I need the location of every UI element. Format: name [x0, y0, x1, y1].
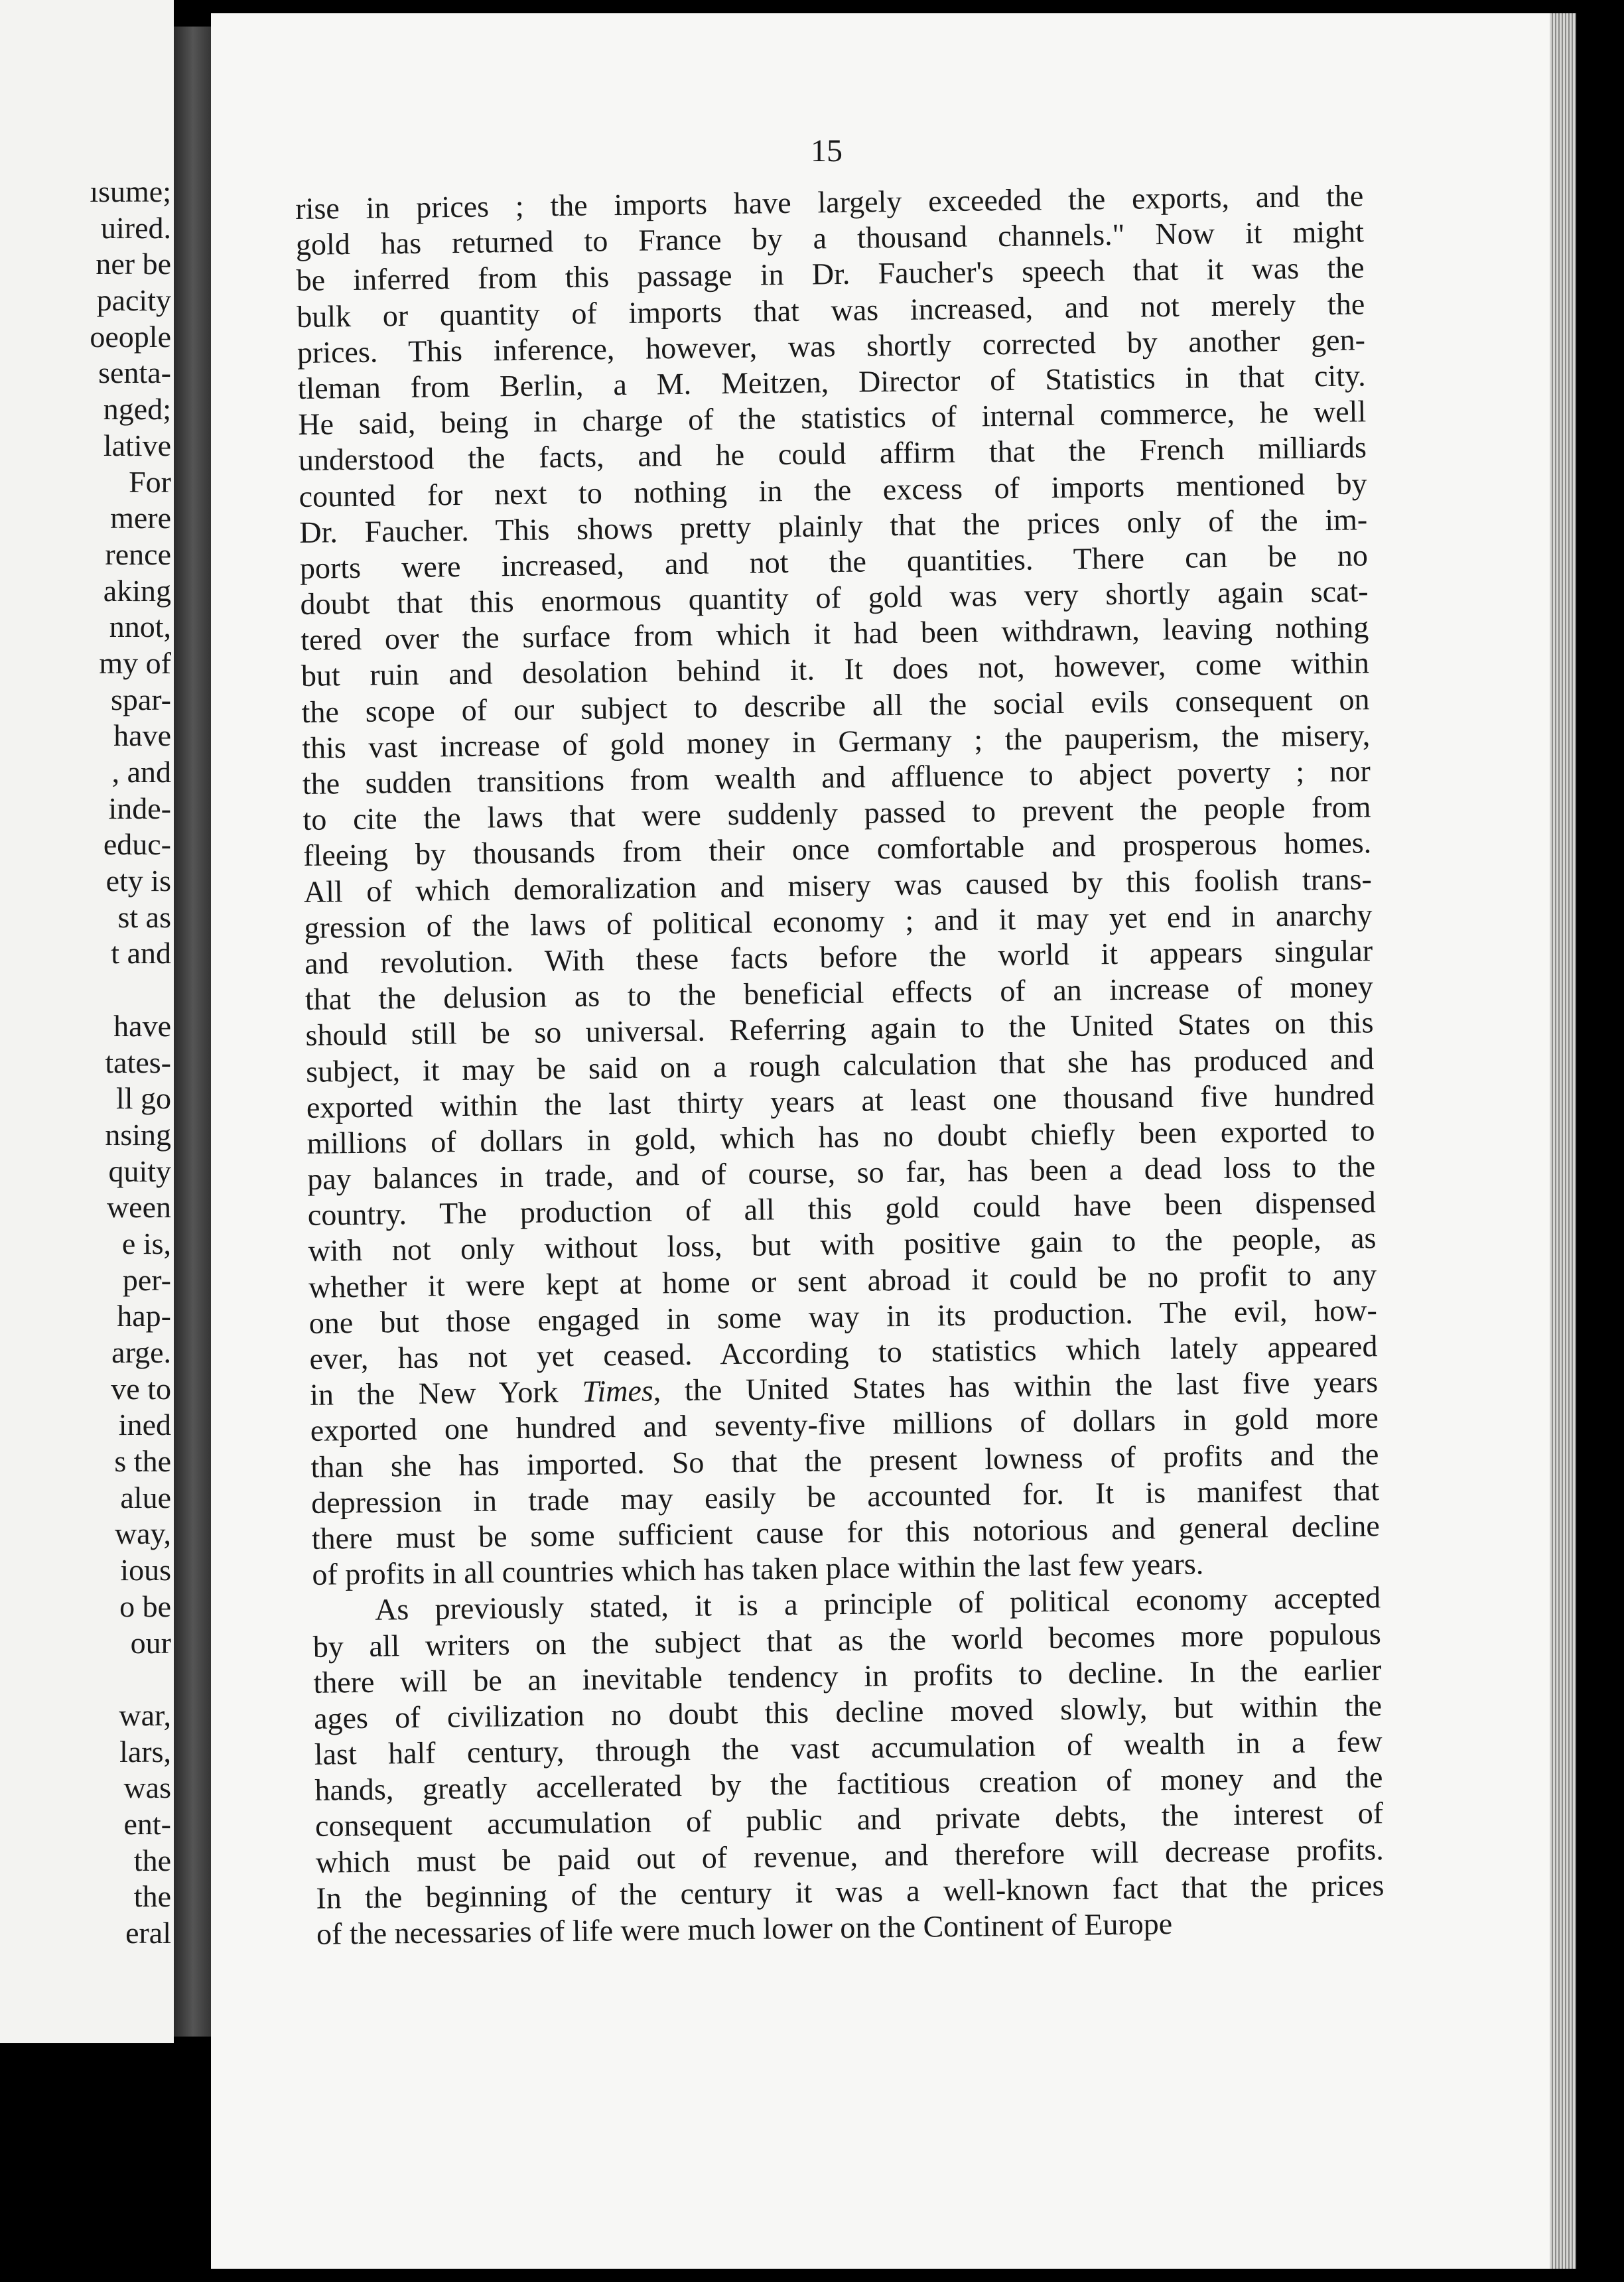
- text-line: should still be so universal. Referring again to the United States on this: [305, 1005, 1374, 1053]
- facing-page-line: ll go: [115, 1081, 171, 1116]
- facing-page-line: nged;: [103, 392, 171, 427]
- text-line: of profits in all countries which has taken place within the last few years.: [312, 1546, 1204, 1591]
- facing-page-line: ner be: [96, 247, 171, 281]
- text-line: ages of civilization no doubt this decline moved slowly, but within the: [313, 1688, 1383, 1735]
- facing-page-line: was: [123, 1771, 171, 1805]
- page-edges: [1550, 13, 1576, 2269]
- facing-page-line: have: [113, 1008, 171, 1043]
- facing-page-line: hap-: [117, 1299, 171, 1333]
- text-line: counted for next to nothing in the excess of imports mentioned by: [299, 466, 1367, 513]
- text-line: last half century, through the vast accumulation of wealth in a few: [314, 1724, 1383, 1771]
- text-line: there must be some sufficient cause for this notorious and general decline: [311, 1509, 1381, 1556]
- facing-page-line: s the: [114, 1444, 171, 1479]
- facing-page: [0, 0, 174, 2043]
- text-line: exported one hundred and seventy-five millions of dollars in gold more: [310, 1400, 1379, 1448]
- facing-page-line: lative: [103, 428, 171, 462]
- text-line: be inferred from this passage in Dr. Faucher's speech that it was the: [296, 250, 1365, 298]
- facing-page-line: ve to: [111, 1371, 171, 1406]
- text-line: Dr. Faucher. This shows pretty plainly that the prices only of the im-: [299, 502, 1368, 549]
- text-line: of the necessaries of life were much lower on the Continent of Europe: [316, 1907, 1173, 1951]
- text-line: gression of the laws of political economy ; and it may yet end in anarchy: [304, 897, 1373, 945]
- facing-page-line: ısume;: [90, 174, 171, 208]
- newspaper-title: Times: [582, 1373, 654, 1409]
- text-line: this vast increase of gold money in Germany ; the pauperism, the misery,: [301, 718, 1371, 765]
- text-line: millions of dollars in gold, which has no doubt chiefly been exported to: [306, 1113, 1375, 1160]
- text-line: depression in trade may easily be accounted for. It is manifest that: [310, 1472, 1380, 1520]
- facing-page-line: ined: [118, 1408, 171, 1442]
- text-line: but ruin and desolation behind it. It does not, however, come within: [301, 645, 1370, 693]
- facing-page-line: rence: [105, 537, 171, 571]
- facing-page-line: educ-: [103, 827, 171, 862]
- text-line: which must be paid out of revenue, and therefore will decrease profits.: [315, 1832, 1384, 1879]
- text-line: with not only without loss, but with positive gain to the people, as: [308, 1221, 1377, 1268]
- facing-page-line: ween: [106, 1190, 171, 1225]
- paragraph: [312, 1579, 1385, 1952]
- text-line: consequent accumulation of public and private debts, the interest of: [314, 1796, 1384, 1844]
- facing-page-line: alue: [120, 1480, 171, 1514]
- facing-page-line: e is,: [121, 1226, 171, 1260]
- facing-page-line: , and: [111, 755, 171, 789]
- text-line: As previously stated, it is a principle of political economy accepted: [374, 1580, 1381, 1627]
- facing-page-line: lars,: [119, 1734, 171, 1769]
- facing-page-text: [0, 174, 171, 1952]
- facing-page-line: inde-: [108, 791, 171, 825]
- text-line: fleeing by thousands from their once comfortable and prosperous homes.: [303, 825, 1372, 873]
- text-line: All of which demoralization and misery was caused by this foolish trans-: [303, 861, 1373, 909]
- paragraph: [295, 178, 1378, 1377]
- facing-page-line: mere: [110, 501, 171, 535]
- facing-page-line: arge.: [111, 1335, 171, 1369]
- text-line: ever, has not yet ceased. According to statistics which lately appeared: [309, 1329, 1378, 1376]
- text-line: that the delusion as to the beneficial effects of an increase of money: [304, 969, 1374, 1017]
- facing-page-line: ent-: [123, 1806, 171, 1841]
- text-line: country. The production of all this gold could have been dispensed: [307, 1185, 1377, 1233]
- text-line: to cite the laws that were suddenly passed to prevent the people from: [303, 789, 1371, 837]
- facing-page-line: t and: [111, 936, 171, 971]
- text-line: and revolution. With these facts before the world it appears singular: [304, 933, 1373, 980]
- text-line: than she has imported. So that the present lowness of profits and the: [310, 1436, 1379, 1484]
- facing-page-line: oeople: [90, 319, 171, 354]
- facing-page-line: tates-: [105, 1045, 171, 1079]
- text-line: hands, greatly accellerated by the factitious creation of money and the: [314, 1760, 1383, 1808]
- facing-page-line: have: [113, 718, 171, 753]
- paragraph: [310, 1400, 1381, 1593]
- facing-page-line: nnot,: [109, 610, 171, 644]
- text-line: gold has returned to France by a thousand channels." Now it might: [295, 214, 1365, 262]
- facing-page-line: war,: [119, 1698, 171, 1732]
- text-line: ports were increased, and not the quantities. There can be no: [299, 538, 1369, 585]
- facing-page-line: aking: [103, 573, 171, 608]
- facing-page-line: spar-: [110, 682, 171, 716]
- text-line: subject, it may be said on a rough calculation that she has produced and: [305, 1041, 1375, 1089]
- body-text: [295, 178, 1385, 1952]
- text-line: doubt that this enormous quantity of gold was very shortly again scat-: [300, 574, 1369, 622]
- page-number: 15: [811, 133, 843, 168]
- text-line: tleman from Berlin, a M. Meitzen, Director of Statistics in that city.: [297, 358, 1366, 405]
- facing-page-line: o be: [119, 1589, 171, 1623]
- text-line: whether it were kept at home or sent abroad it could be no profit to any: [308, 1256, 1377, 1304]
- text-line: In the beginning of the century it was a well-known fact that the prices: [316, 1867, 1385, 1915]
- text-line: understood the facts, and he could affirm that the French milliards: [298, 430, 1367, 478]
- text-line: pay balances in trade, and of course, so far, has been a dead loss to the: [306, 1149, 1376, 1196]
- text-line: exported within the last thirty years at least one thousand five hundred: [306, 1077, 1375, 1124]
- facing-page-line: st as: [117, 900, 171, 934]
- text-line: bulk or quantity of imports that was increased, and not merely the: [296, 286, 1365, 334]
- facing-page-line: way,: [114, 1516, 171, 1551]
- text-line: one but those engaged in some way in its production. The evil, how-: [308, 1293, 1378, 1340]
- facing-page-line: [0, 972, 171, 1008]
- text-line: the scope of our subject to describe all the social evils consequent on: [301, 681, 1370, 729]
- facing-page-line: the: [133, 1879, 171, 1914]
- text-line: by all writers on the subject that as the world becomes more populous: [312, 1616, 1381, 1664]
- facing-page-line: [0, 1661, 171, 1698]
- facing-page-line: uired.: [100, 210, 171, 245]
- facing-page-line: per-: [122, 1262, 171, 1297]
- text-line: the sudden transitions from wealth and affluence to abject poverty ; nor: [302, 754, 1371, 801]
- facing-page-line: our: [130, 1625, 171, 1660]
- text-line: tered over the surface from which it had been withdrawn, leaving nothing: [300, 610, 1369, 657]
- text-line: He said, being in charge of the statistics of internal commerce, he well: [297, 394, 1367, 442]
- facing-page-line: the: [133, 1843, 171, 1877]
- facing-page-line: ety is: [105, 864, 171, 898]
- facing-page-line: nsing: [105, 1117, 171, 1152]
- facing-page-line: senta-: [98, 356, 171, 390]
- facing-page-line: my of: [99, 645, 171, 680]
- text-line: prices. This inference, however, was shortly corrected by another gen-: [297, 322, 1366, 369]
- text-line: rise in prices ; the imports have largely exceeded the exports, and the: [295, 178, 1364, 226]
- facing-page-line: For: [129, 464, 171, 499]
- facing-page-line: ious: [120, 1553, 171, 1587]
- facing-page-line: pacity: [96, 283, 171, 318]
- text-line: there will be an inevitable tendency in profits to decline. In the earlier: [313, 1652, 1382, 1700]
- facing-page-line: eral: [125, 1916, 171, 1950]
- book-gutter: [174, 27, 212, 2037]
- facing-page-line: quity: [108, 1154, 171, 1188]
- text-line: in the New York Times, the United States has within the last five years: [309, 1365, 1379, 1412]
